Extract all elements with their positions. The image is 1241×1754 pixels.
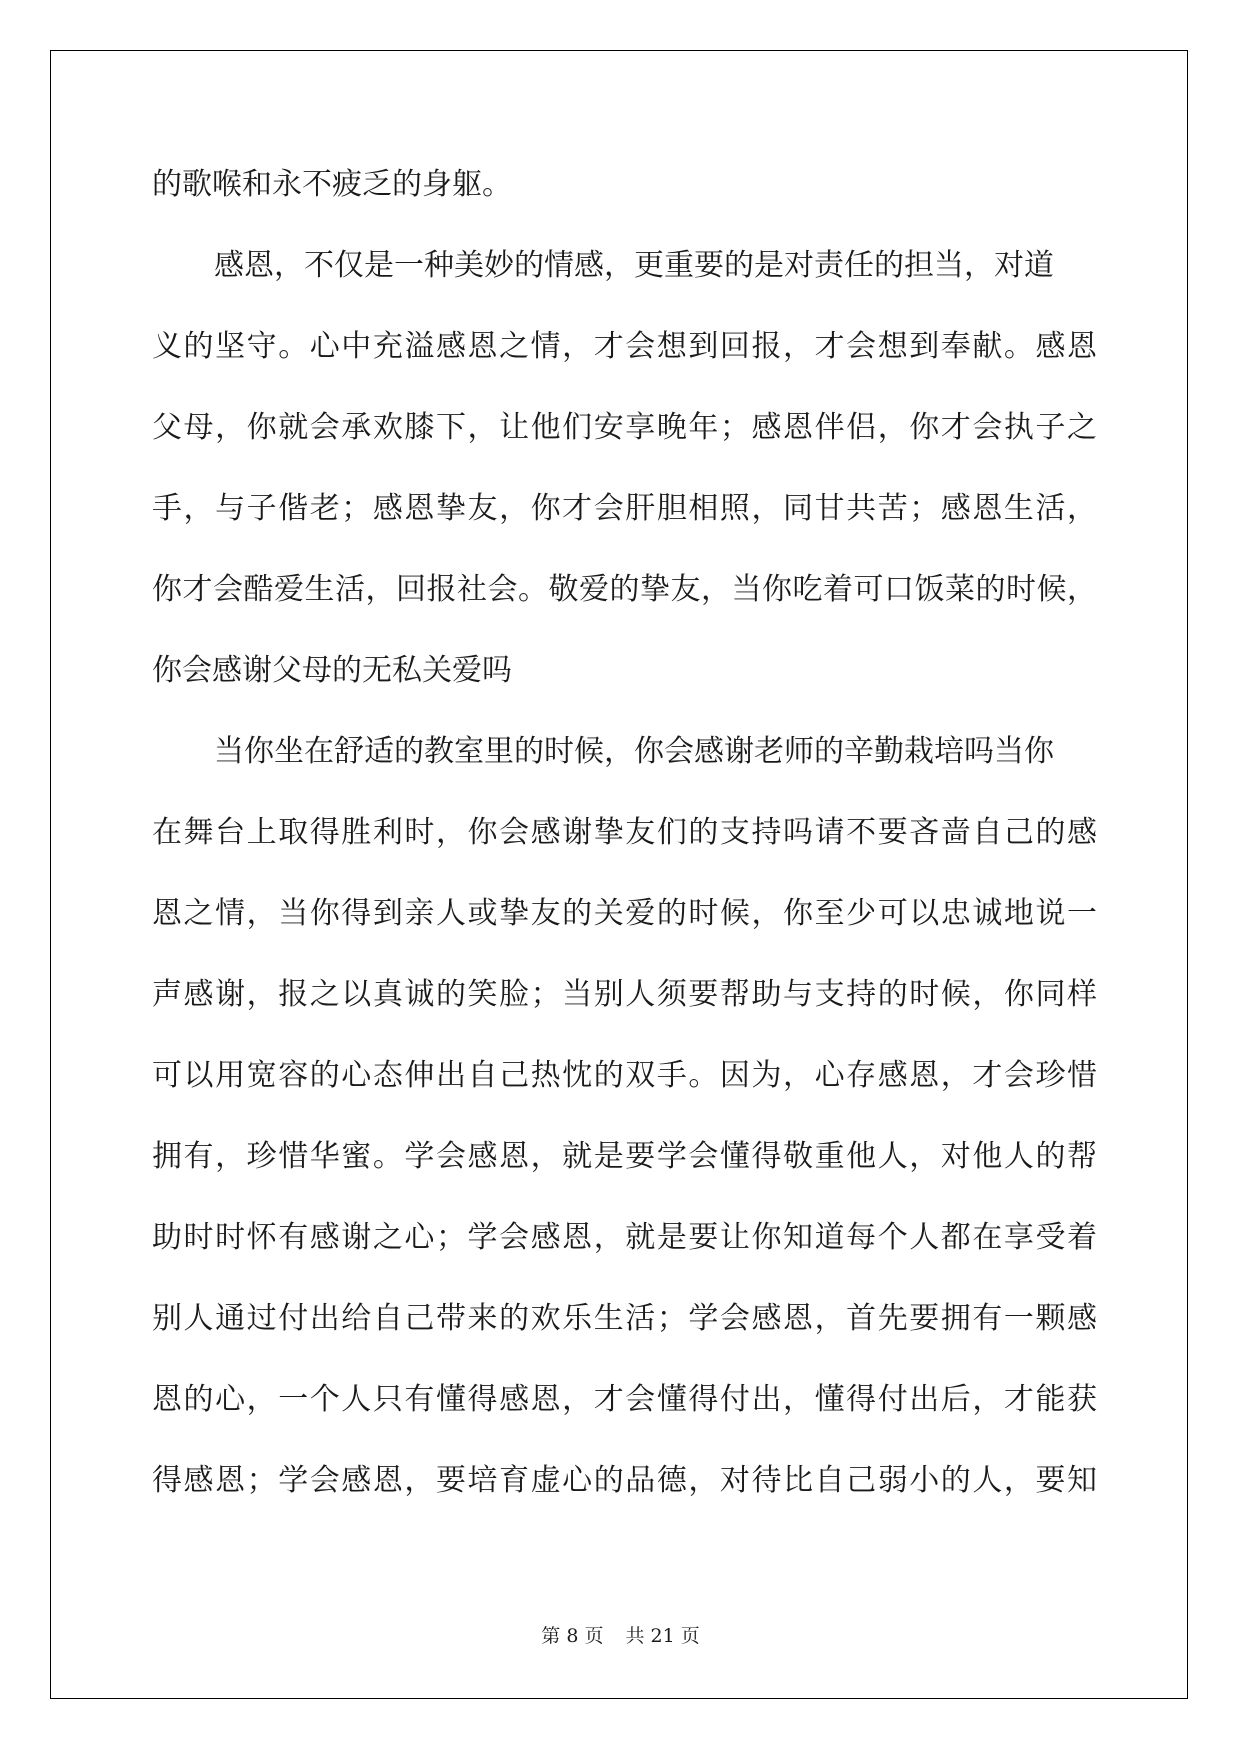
text-line: 可以用宽容的心态伸出自己热忱的双手。因为，心存感恩，才会珍惜 — [152, 1058, 1097, 1093]
text-line: 你才会酷爱生活，回报社会。敬爱的挚友，当你吃着可口饭菜的时候， — [152, 572, 1097, 607]
text-line: 得感恩；学会感恩，要培育虚心的品德，对待比自己弱小的人，要知 — [152, 1463, 1097, 1498]
text-line: 声感谢，报之以真诚的笑脸；当别人须要帮助与支持的时候，你同样 — [152, 977, 1097, 1012]
page-number: 第 8 页 — [541, 1625, 604, 1647]
text-line: 拥有，珍惜华蜜。学会感恩，就是要学会懂得敬重他人，对他人的帮 — [152, 1139, 1097, 1174]
document-body — [152, 160, 1097, 1537]
page-total: 共 21 页 — [625, 1625, 700, 1647]
text-line: 恩的心，一个人只有懂得感恩，才会懂得付出，懂得付出后，才能获 — [152, 1382, 1097, 1417]
text-line: 别人通过付出给自己带来的欢乐生活；学会感恩，首先要拥有一颗感 — [152, 1301, 1097, 1336]
text-line: 你会感谢父母的无私关爱吗 — [152, 653, 512, 688]
text-line: 的歌喉和永不疲乏的身躯。 — [152, 167, 512, 202]
text-line: 父母，你就会承欢膝下，让他们安享晚年；感恩伴侣，你才会执子之 — [152, 410, 1097, 445]
text-line: 手，与子偕老；感恩挚友，你才会肝胆相照，同甘共苦；感恩生活， — [152, 491, 1097, 526]
page-footer — [0, 1621, 1241, 1648]
text-line: 在舞台上取得胜利时，你会感谢挚友们的支持吗请不要吝啬自己的感 — [152, 815, 1097, 850]
text-line: 感恩，不仅是一种美妙的情感，更重要的是对责任的担当，对道 — [214, 248, 1054, 283]
text-line: 当你坐在舒适的教室里的时候，你会感谢老师的辛勤栽培吗当你 — [214, 734, 1054, 769]
text-line: 助时时怀有感谢之心；学会感恩，就是要让你知道每个人都在享受着 — [152, 1220, 1097, 1255]
text-line: 恩之情，当你得到亲人或挚友的关爱的时候，你至少可以忠诚地说一 — [152, 896, 1097, 931]
text-line: 义的坚守。心中充溢感恩之情，才会想到回报，才会想到奉献。感恩 — [152, 329, 1097, 364]
